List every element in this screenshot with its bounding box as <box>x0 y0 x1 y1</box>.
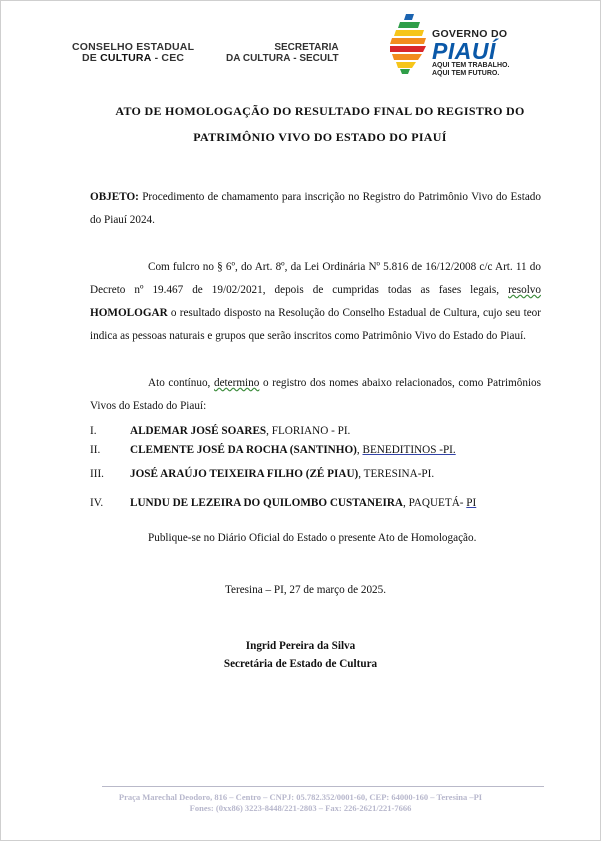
fulcro-paragraph: Com fulcro no § 6º, do Art. 8º, da Lei Ordinária Nº 5.816 de 16/12/2008 c/c Art. 11 do Decreto nº 19.467 de 19/02/2021, depois de cumpridas todas as fases legais, resolvo HOMOLOGAR o resultado disposto na Resolução do Conselho Estadual de Cultura, cujo seu teor indica as pessoas naturais e grupos que serão inscritos como Patrimônio Vivo do Estado do Piauí. <box>90 261 541 342</box>
ato-paragraph: Ato contínuo, determino o registro dos nomes abaixo relacionados, como Patrimônios Vivos do Estado do Piauí: <box>90 377 541 412</box>
objeto-paragraph <box>90 186 541 232</box>
list-item: CLEMENTE JOSÉ DA ROCHA (SANTINHO), BENEDITINOS -PI. <box>130 444 456 456</box>
signatory-name: Ingrid Pereira da Silva <box>245 640 356 652</box>
cec-logo <box>72 42 194 64</box>
footer-address: Praça Marechal Deodoro, 816 – Centro – CNPJ: 05.782.352/0001-60, CEP: 64000-160 – Teresina –PI <box>118 792 483 802</box>
governo-piaui-logo <box>432 28 509 78</box>
date-line: Teresina – PI, 27 de março de 2025. <box>224 584 387 596</box>
determino-word: determino <box>214 377 260 389</box>
list-item: JOSÉ ARAÚJO TEIXEIRA FILHO (ZÉ PIAU), TERESINA-PI. <box>130 468 435 480</box>
footer-phones: Fones: (0xx86) 3223-8448/221-2803 – Fax: 226-2621/221-7666 <box>189 803 412 813</box>
list-item: LUNDU DE LEZEIRA DO QUILOMBO CUSTANEIRA, PAQUETÁ- PI <box>130 497 477 509</box>
gov-line1: GOVERNO DO <box>432 28 508 40</box>
piaui-stripes-icon <box>390 14 430 74</box>
list-item-number: IV. <box>90 497 104 509</box>
resolvo-word: resolvo <box>508 284 541 296</box>
document-title-line1: ATO DE HOMOLOGAÇÃO DO RESULTADO FINAL DO REGISTRO DO <box>115 104 525 118</box>
gov-line2: PIAUÍ <box>432 38 496 64</box>
list-item-number: I. <box>90 425 97 437</box>
objeto-label: OBJETO: <box>90 191 139 203</box>
objeto-text: Procedimento de chamamento para inscrição no Registro do Patrimônio Vivo do Estado do Piauí 2024. <box>90 191 541 226</box>
signatory-role: Secretária de Estado de Cultura <box>223 658 378 670</box>
list-item-number: III. <box>90 468 104 480</box>
gov-line4: AQUI TEM FUTURO. <box>432 70 500 77</box>
cec-line2: DE CULTURA - CEC <box>82 52 185 64</box>
document-title-line2: PATRIMÔNIO VIVO DO ESTADO DO PIAUÍ <box>193 130 447 144</box>
secult-line2: DA CULTURA - SECULT <box>226 53 339 64</box>
secult-line1: SECRETARIA <box>274 42 339 53</box>
homologar-word: HOMOLOGAR <box>90 307 168 319</box>
list-item: ALDEMAR JOSÉ SOARES, FLORIANO - PI. <box>130 425 351 437</box>
publique-paragraph: Publique-se no Diário Oficial do Estado o presente Ato de Homologação. <box>148 532 477 544</box>
cec-line1: CONSELHO ESTADUAL <box>72 41 195 53</box>
secult-logo <box>226 42 339 64</box>
footer-divider <box>102 786 544 787</box>
gov-line3: AQUI TEM TRABALHO. <box>432 62 510 69</box>
list-item-number: II. <box>90 444 101 456</box>
